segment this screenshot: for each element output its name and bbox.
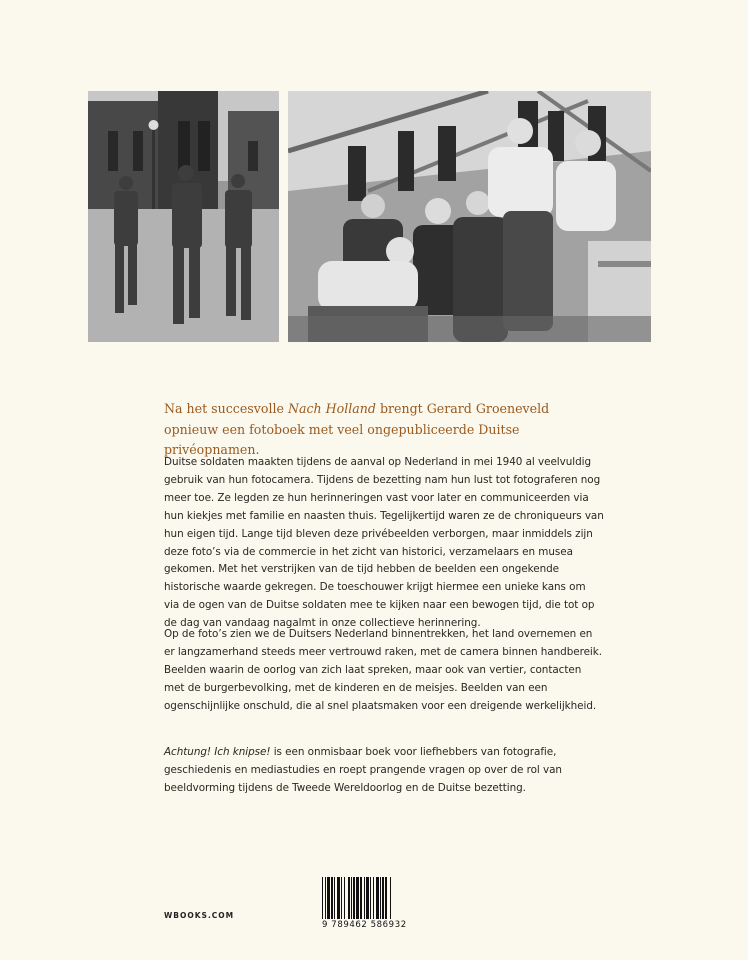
body-paragraph-1: Duitse soldaten maakten tijdens de aanval op Nederland in mei 1940 al veelvuldig gebruik van hun fotocamera. Tijdens de bezetting nam hun lust tot fotograferen nog meer toe. Ze legden ze hun herinneringen vast voor later en communiceerden via hun kiekjes met familie en naasten thuis. Tegelijkertijd waren ze de chroniqueurs van hun eigen tijd. Lange tijd bleven deze privébeelden verborgen, maar inmiddels zijn deze foto’s via de commercie in het zicht van historici, verzamelaars en musea gekomen. Met het verstrijken van de tijd hebben de beelden een ongekende historische waarde gekregen. De toeschouwer krijgt hiermee een unieke kans om via de ogen van de Duitse soldaten mee te kijken naar een bewogen tijd, die tot op de dag van vandaag nagalmt in onze collectieve herinnering. bbox=[164, 456, 604, 630]
soldiers-barracks-group-photo bbox=[288, 91, 651, 342]
intro-rest: brengt Gerard Groeneveld opnieuw een fotoboek met veel ongepubliceerde Duitse privéopnamen. bbox=[164, 401, 550, 457]
intro-lead: Na het succesvolle bbox=[164, 401, 288, 416]
closing-rest: is een onmisbaar boek voor liefhebbers van fotografie, geschiedenis en mediastudies en roept prangende vragen op over de rol van beeldvorming tijdens de Tweede Wereldoorlog en de Duitse bezetting. bbox=[164, 746, 562, 794]
closing-book-title: Achtung! Ich knipse! bbox=[164, 746, 271, 758]
intro-text bbox=[164, 399, 604, 461]
three-soldiers-walking-photo bbox=[88, 91, 279, 342]
publisher-website: WBOOKS.COM bbox=[164, 911, 235, 920]
body-paragraph-2: Op de foto’s zien we de Duitsers Nederland binnentrekken, het land overnemen en er langzamerhand steeds meer vertrouwd raken, met de camera binnen handbereik. Beelden waarin de oorlog van zich laat spreken, maar ook van vertier, contacten met de burgerbevolking, met de kinderen en de meisjes. Beelden van een ogenschijnlijke onschuld, die al snel plaatsmaken voor een dreigende werkelijkheid. bbox=[164, 628, 602, 712]
isbn-number: 9 789462 586932 bbox=[322, 920, 407, 930]
closing-paragraph bbox=[164, 744, 604, 798]
intro-book-title: Nach Holland bbox=[287, 401, 376, 416]
